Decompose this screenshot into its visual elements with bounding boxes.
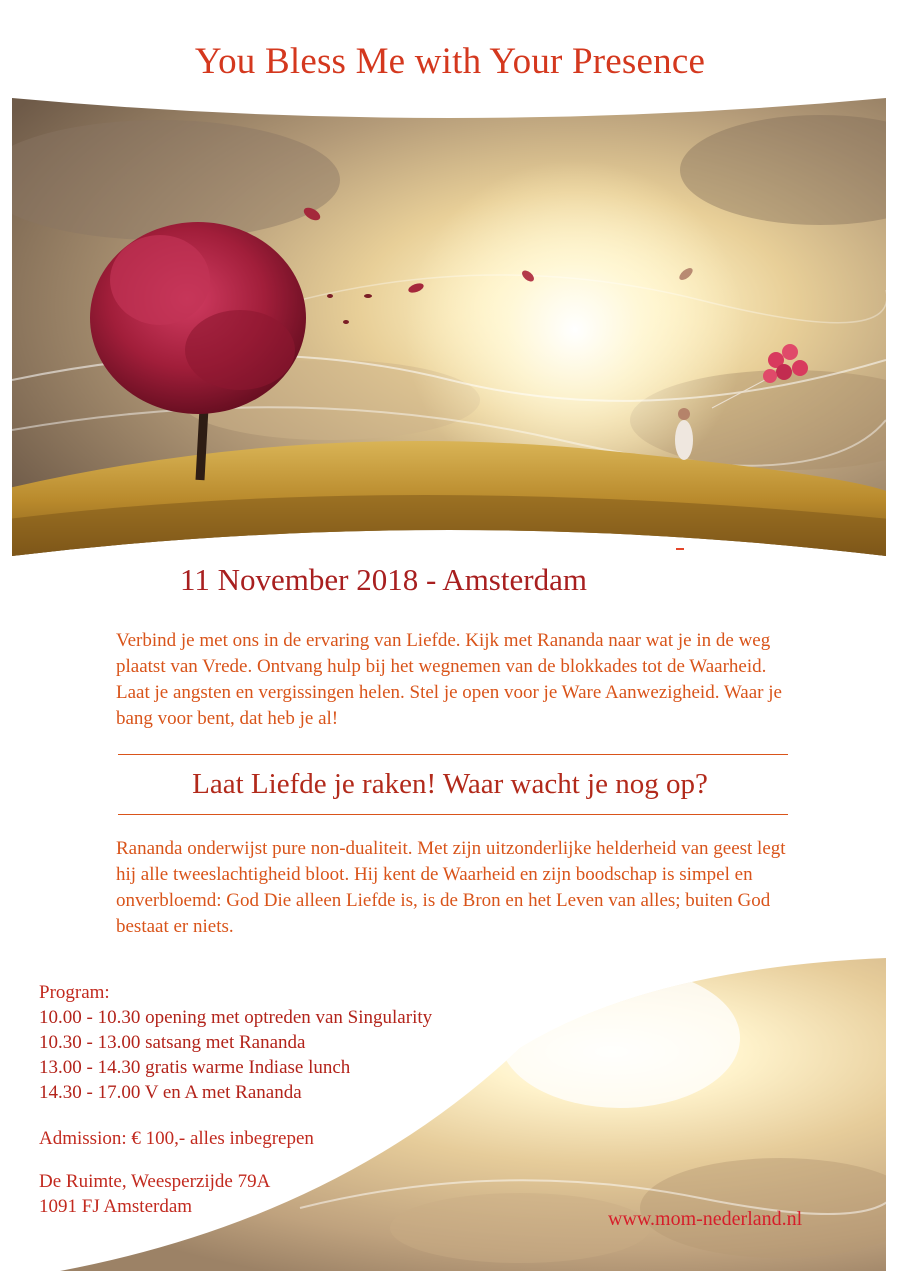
address-line-1: De Ruimte, Weesperzijde 79A xyxy=(39,1171,271,1192)
program-item: 14.30 - 17.00 V en A met Rananda xyxy=(39,1082,302,1103)
page-title: You Bless Me with Your Presence xyxy=(194,41,706,82)
venue-address xyxy=(39,1169,270,1219)
hero-image xyxy=(0,0,900,560)
program-label: Program: xyxy=(39,982,110,1003)
website-link[interactable]: www.mom-nederland.nl xyxy=(608,1208,803,1230)
description-paragraph: Rananda onderwijst pure non-dualiteit. Met zijn uitzonderlijke helderheid van geest legt hij alle tweeslachtigheid bloot. Hij kent de Waarheid en zijn boodschap is simpel en onverbloemd: God Die alleen Liefde is, is de Bron en het Leven van alles; buiten God bestaat er niets. xyxy=(116,838,786,937)
tagline: Laat Liefde je raken! Waar wacht je nog op? xyxy=(192,768,708,800)
divider-bottom xyxy=(118,814,788,815)
program-section xyxy=(39,980,432,1105)
admission-info: Admission: € 100,- alles inbegrepen xyxy=(39,1128,314,1149)
program-item: 10.00 - 10.30 opening met optreden van Singularity xyxy=(39,1007,433,1028)
event-date-location: 11 November 2018 - Amsterdam xyxy=(180,562,587,597)
intro-paragraph: Verbind je met ons in de ervaring van Liefde. Kijk met Rananda naar wat je in de weg plaatst van Vrede. Ontvang hulp bij het wegnemen van de blokkades tot de Waarheid. Laat je angsten en vergissingen helen. Stel je open voor je Ware Aanwezigheid. Waar je bang voor bent, dat heb je al! xyxy=(116,630,782,729)
address-line-2: 1091 FJ Amsterdam xyxy=(39,1196,193,1217)
program-item: 13.00 - 14.30 gratis warme Indiase lunch xyxy=(39,1057,351,1078)
program-item: 10.30 - 13.00 satsang met Rananda xyxy=(39,1032,306,1053)
divider-top xyxy=(118,754,788,755)
